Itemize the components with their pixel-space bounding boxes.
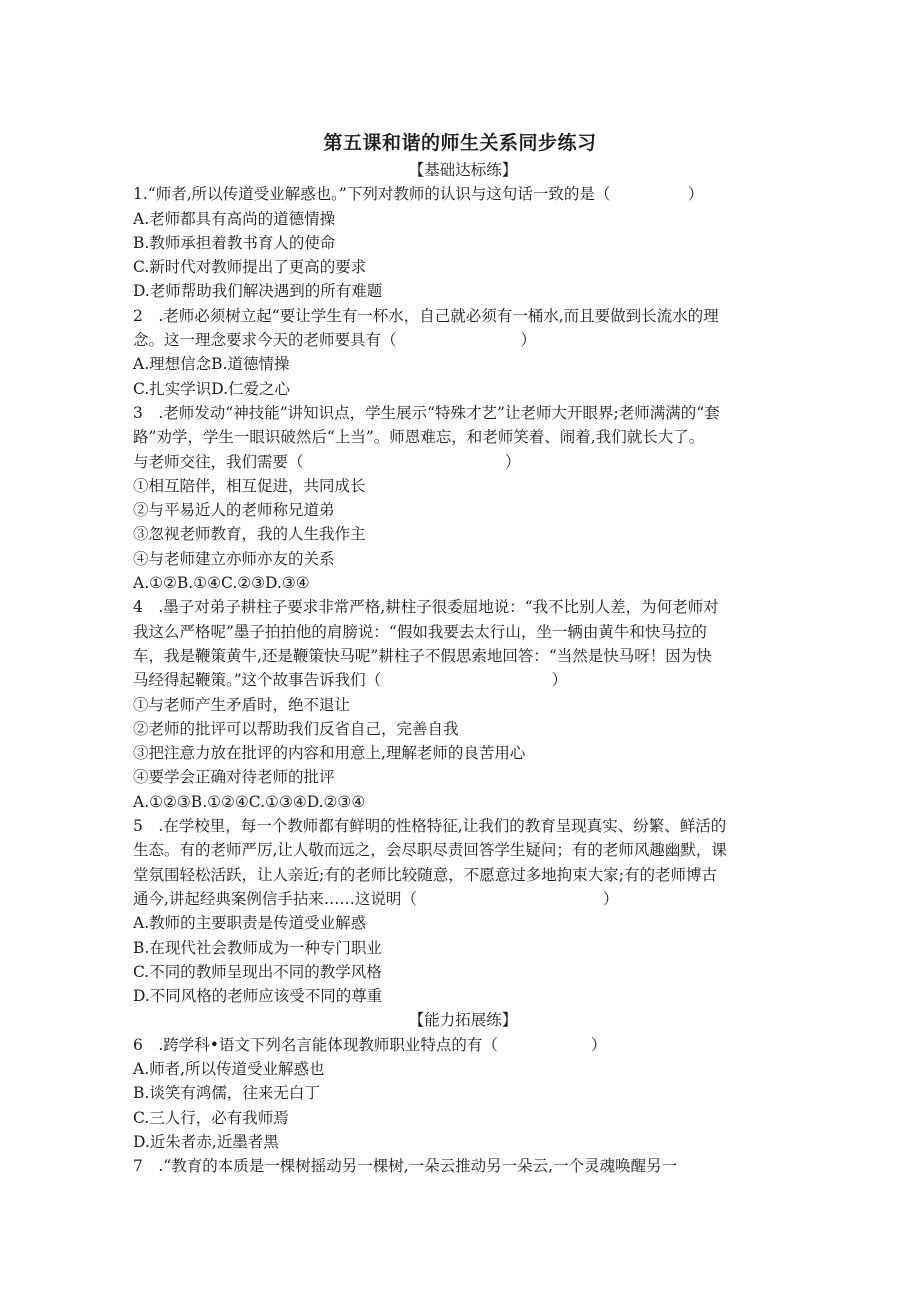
question-stem: 6 .跨学科•语文下列名言能体现教师职业特点的有（ ）	[133, 1035, 607, 1054]
question-stem-line: 路”劝学，学生一眼识破然后“上当”。师恩难忘，和老师笑着、闹着,我们就长大了。	[133, 428, 705, 447]
question-4	[133, 595, 793, 814]
statement-item: ①与老师产生矛盾时，绝不退让	[133, 695, 351, 714]
question-2	[133, 304, 793, 401]
option-a: A.师者,所以传道受业解惑也	[133, 1059, 325, 1078]
question-6	[133, 1033, 793, 1154]
option-b: B.在现代社会教师成为一种专门职业	[133, 938, 382, 957]
section-heading-ability: 【能力拓展练】	[408, 1011, 518, 1030]
question-stem-line: 堂氛围轻松活跃，让人亲近;有的老师比较随意，不愿意过多地拘束大家;有的老师博古	[133, 865, 717, 884]
question-stem-line: 念。这一理念要求今天的老师要具有（ ）	[133, 331, 537, 350]
exercise-content	[133, 158, 793, 1178]
option-d: D.不同风格的老师应该受不同的尊重	[133, 987, 383, 1006]
question-stem-line: 马经得起鞭策。”这个故事告诉我们（ ）	[133, 671, 568, 690]
option-a: A.教师的主要职责是传道受业解惑	[133, 914, 367, 933]
statement-item: ④要学会正确对待老师的批评	[133, 768, 335, 787]
option-d: D.近朱者赤,近墨者黑	[133, 1132, 279, 1151]
option-c: C.三人行，必有我师焉	[133, 1108, 289, 1127]
question-stem-line: 2 .老师必须树立起“要让学生有一杯水，自己就必须有一桶水,而且要做到长流水的理	[133, 306, 719, 325]
question-7	[133, 1154, 793, 1178]
question-stem-line: 与老师交往，我们需要（ ）	[133, 452, 521, 471]
question-stem-line: 3 .老师发动“神技能”讲知识点，学生展示“特殊才艺”让老师大开眼界;老师满满的“套	[133, 403, 720, 422]
option-d: D.老师帮助我们解决遇到的所有难题	[133, 282, 383, 301]
option-line: C.扎实学识D.仁爱之心	[133, 379, 291, 398]
option-line: A.①②B.①④C.②③D.③④	[133, 574, 310, 593]
option-b: B.教师承担着教书育人的使命	[133, 233, 336, 252]
statement-item: ③把注意力放在批评的内容和用意上,理解老师的良苦用心	[133, 744, 526, 763]
question-stem-line: 生态。有的老师严厉,让人敬而远之，会尽职尽责回答学生疑问；有的老师风趣幽默，课	[133, 841, 727, 860]
question-stem-line: 4 .墨子对弟子耕柱子要求非常严格,耕柱子很委屈地说：“我不比别人差，为何老师对	[133, 598, 719, 617]
question-3	[133, 401, 793, 595]
statement-item: ③忽视老师教育，我的人生我作主	[133, 525, 366, 544]
option-c: C.新时代对教师提出了更高的要求	[133, 258, 367, 277]
option-c: C.不同的教师呈现出不同的教学风格	[133, 962, 382, 981]
section-heading-basic: 【基础达标练】	[408, 161, 518, 179]
question-stem-line: 通今,讲起经典案例信手拈来……这说明（ ）	[133, 889, 619, 908]
option-b: B.谈笑有鸿儒，往来无白丁	[133, 1084, 320, 1103]
statement-item: ①相互陪伴，相互促进，共同成长	[133, 476, 366, 495]
question-stem-line: 车，我是鞭策黄牛,还是鞭策快马呢”耕柱子不假思索地回答：“当然是快马呀！因为快	[133, 646, 712, 665]
question-5	[133, 814, 793, 1008]
question-stem: 1.“师者,所以传道受业解惑也。”下列对教师的认识与这句话一致的是（ ）	[133, 185, 704, 204]
question-1	[133, 182, 793, 303]
statement-item: ④与老师建立亦师亦友的关系	[133, 549, 335, 568]
statement-item: ②老师的批评可以帮助我们反省自己，完善自我	[133, 719, 459, 738]
statement-item: ②与平易近人的老师称兄道弟	[133, 501, 335, 520]
question-stem-line: 我这么严格呢”墨子拍拍他的肩膀说：“假如我要去太行山，坐一辆由黄牛和快马拉的	[133, 622, 707, 641]
page-title: 第五课和谐的师生关系同步练习	[323, 132, 597, 154]
option-a: A.老师都具有高尚的道德情操	[133, 209, 336, 228]
question-stem: 7 .“教育的本质是一棵树摇动另一棵树,一朵云推动另一朵云,一个灵魂唤醒另一	[133, 1157, 678, 1176]
option-line: A.理想信念B.道德情操	[133, 355, 290, 374]
question-stem-line: 5 .在学校里，每一个教师都有鲜明的性格特征,让我们的教育呈现真实、纷繁、鲜活的	[133, 817, 727, 836]
option-line: A.①②③B.①②④C.①③④D.②③④	[133, 792, 366, 811]
